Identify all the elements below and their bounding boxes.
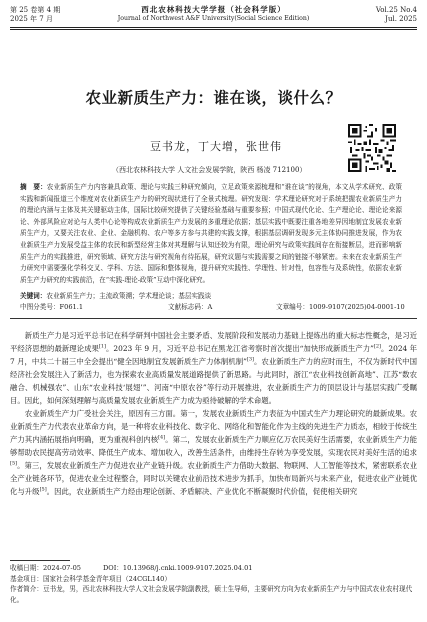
article-number: 文章编号：1009-9107(2025)04-0001-10 xyxy=(276,303,405,311)
clc-number: 中图分类号：F061.1 xyxy=(20,303,84,311)
keywords-label: 关键词： xyxy=(20,292,47,300)
received-date: 收稿日期：2024-07-05 xyxy=(10,564,81,572)
footnote-rule xyxy=(10,560,70,561)
volume-en: Vol.25 No.4 xyxy=(375,6,417,14)
abstract-text: 农业新质生产力内容兼具政策、理论与实践三种研究倾向，立足政策来源梳理和“谁在谈”的视角，本文从学术研究、政策实践和新闻报道三个维度对农业新质生产力的研究现状进行了全景式梳理。研究发现：学术理论研究对于系统把握农业新质生产力的理论内涵与主体及其关键驱动主体，国际比较研究提供了关键经验基础与重要参照；中国式现代化论、生产理论论、理论论来源论、外部风险应对论与人类中心论等构成农业新质生产力发展的多重理论依据；基层实践中既要注重各地差异因地制宜发展农业新质生产力，又要关注农业、企业、金融机构、农户等多方参与共建的实践支撑，根据基层调研发现多元主体协同推进发展，作为农业新质生产力发展受益主体的农民和新型经营主体对其理解与认知还较为有限，理论研究与政策实践间存在衔接断层，进而影响新质生产力的实践推进，研究领域、研究方法与研究视角有待拓展，研究议题与实践需要之间的链接不够紧密。未来在农业新质生产力研究中需要强化学科交叉、学科、方法、国际和整体视角，提升研究实践性、学理性、针对性，包容性与及系统性，依据农业新质生产力研究的实践前沿，在“实践-理论-政策”互动中深化研究。 xyxy=(20,183,402,284)
citation-ref[interactable]: [3] xyxy=(246,356,254,363)
abstract xyxy=(20,182,402,286)
body-paragraph: 农业新质生产力广受社会关注，原因有三方面。第一，发展农业新质生产力表征为中国式生产力理论研究的最新成果。农业新质生产力代表农业革命方向，是一种将农业科技化、数字化、网络化和智能化作为主线的先进生产力质态，相较于传统生产力其内涵拓展指向明确，更为重视科创内核[4]。第二，发展农业新质生产力顺应亿万农民美好生活需要，农业新质生产力能够帮助农民提高劳动效率、降低生产成本、增加收入，改善生活条件，由维持生存转为享受发展，实现农民对美好生活的追求[5]。第三，发展农业新质生产力促进农业产业链升级。农业新质生产力借助大数据、物联网、人工智能等技术，紧密联系农业全产业链各环节，促进农业全过程整合，同时以关键农业前沿技术进步为抓手，加快布局新兴与未来产业，促进农业产业链优化与升级[5]。因此，农业新质生产力经由理论创新、矛盾解决、产业优化不断凝聚时代价值，促使相关研究 xyxy=(10,409,417,496)
issue-cn: 第 25 卷第 4 期 xyxy=(10,6,61,14)
citation-ref[interactable]: [1] xyxy=(98,343,106,350)
qr-code-icon[interactable] xyxy=(348,124,396,172)
journal-name-cn: 西北农林科技大学学报（社会科学版） xyxy=(141,5,286,14)
citation-ref[interactable]: [4] xyxy=(158,434,166,441)
header-rule xyxy=(10,27,417,28)
abstract-label: 摘 要： xyxy=(20,183,47,191)
keywords-text: 农业新质生产力；主流政策溯；学术理论谈；基层实践谈 xyxy=(46,292,212,300)
doi[interactable]: DOI：10.13968/j.cnki.1009-9107.2025.04.01 xyxy=(103,564,253,572)
body-paragraph: 新质生产力是习近平总书记在科学研判中国社会主要矛盾、发展阶段和发展动力基础上提炼出的重大标志性概念，是习近平经济思想的最新理论成果[1]。2023 年 9 月，习近平总书记在黑龙江省考察时首次提出“加快形成新质生产力”[2]。2024 年 7 月，中共二十届三中全会提出“健全因地制宜发展新质生产力体制机制”[3]。农业新质生产力的应时而生，不仅为新时代中国经济社会发展注入了新活力，也为探索农业高质量发展道路提供了新思路。与此同时，浙江“农业科技创新高地”、江苏“数农融合、机械强农”、山东“农业科技‘展翅’”、河南“中原农谷”等行动开展推进，农业新质生产力的顶层设计与基层实践广受瞩目。因此，如何深刻理解与高质量发展农业新质生产力成为亟待破解的学术命题。 xyxy=(10,331,417,405)
article-authors: 豆书龙，丁大增，张世伟 xyxy=(150,140,282,153)
keywords xyxy=(20,291,402,302)
document-code: 文献标志码：A xyxy=(168,303,213,311)
footnote xyxy=(10,563,417,605)
citation-ref[interactable]: [5] xyxy=(39,486,47,493)
author-intro: 作者简介：豆书龙，男，西北农林科技大学人文社会发展学院副教授，硕士生导师，主要研究方向为农业新质生产力与中国式农业农村现代化。 xyxy=(10,585,413,604)
running-header-left xyxy=(10,6,60,24)
citation-ref[interactable]: [2] xyxy=(373,343,381,350)
divider xyxy=(10,318,417,319)
journal-name-en: Journal of Northwest A&F University(Social Science Edition) xyxy=(117,15,310,22)
date-en: Jul. 2025 xyxy=(385,15,417,23)
article-body xyxy=(10,329,417,498)
citation-ref[interactable]: [5] xyxy=(10,460,18,467)
article-title: 农业新质生产力：谁在谈，谈什么？ xyxy=(85,89,342,107)
author-affiliation: （西北农林科技大学 人文社会发展学院，陕西 杨凌 712100） xyxy=(112,166,307,174)
header-rule xyxy=(10,29,417,30)
running-header-right xyxy=(376,6,417,24)
fund-info: 基金项目：国家社会科学基金青年项目（24CGL140） xyxy=(10,574,171,583)
date-cn: 2025 年 7 月 xyxy=(10,15,53,23)
running-header-center xyxy=(95,5,332,23)
